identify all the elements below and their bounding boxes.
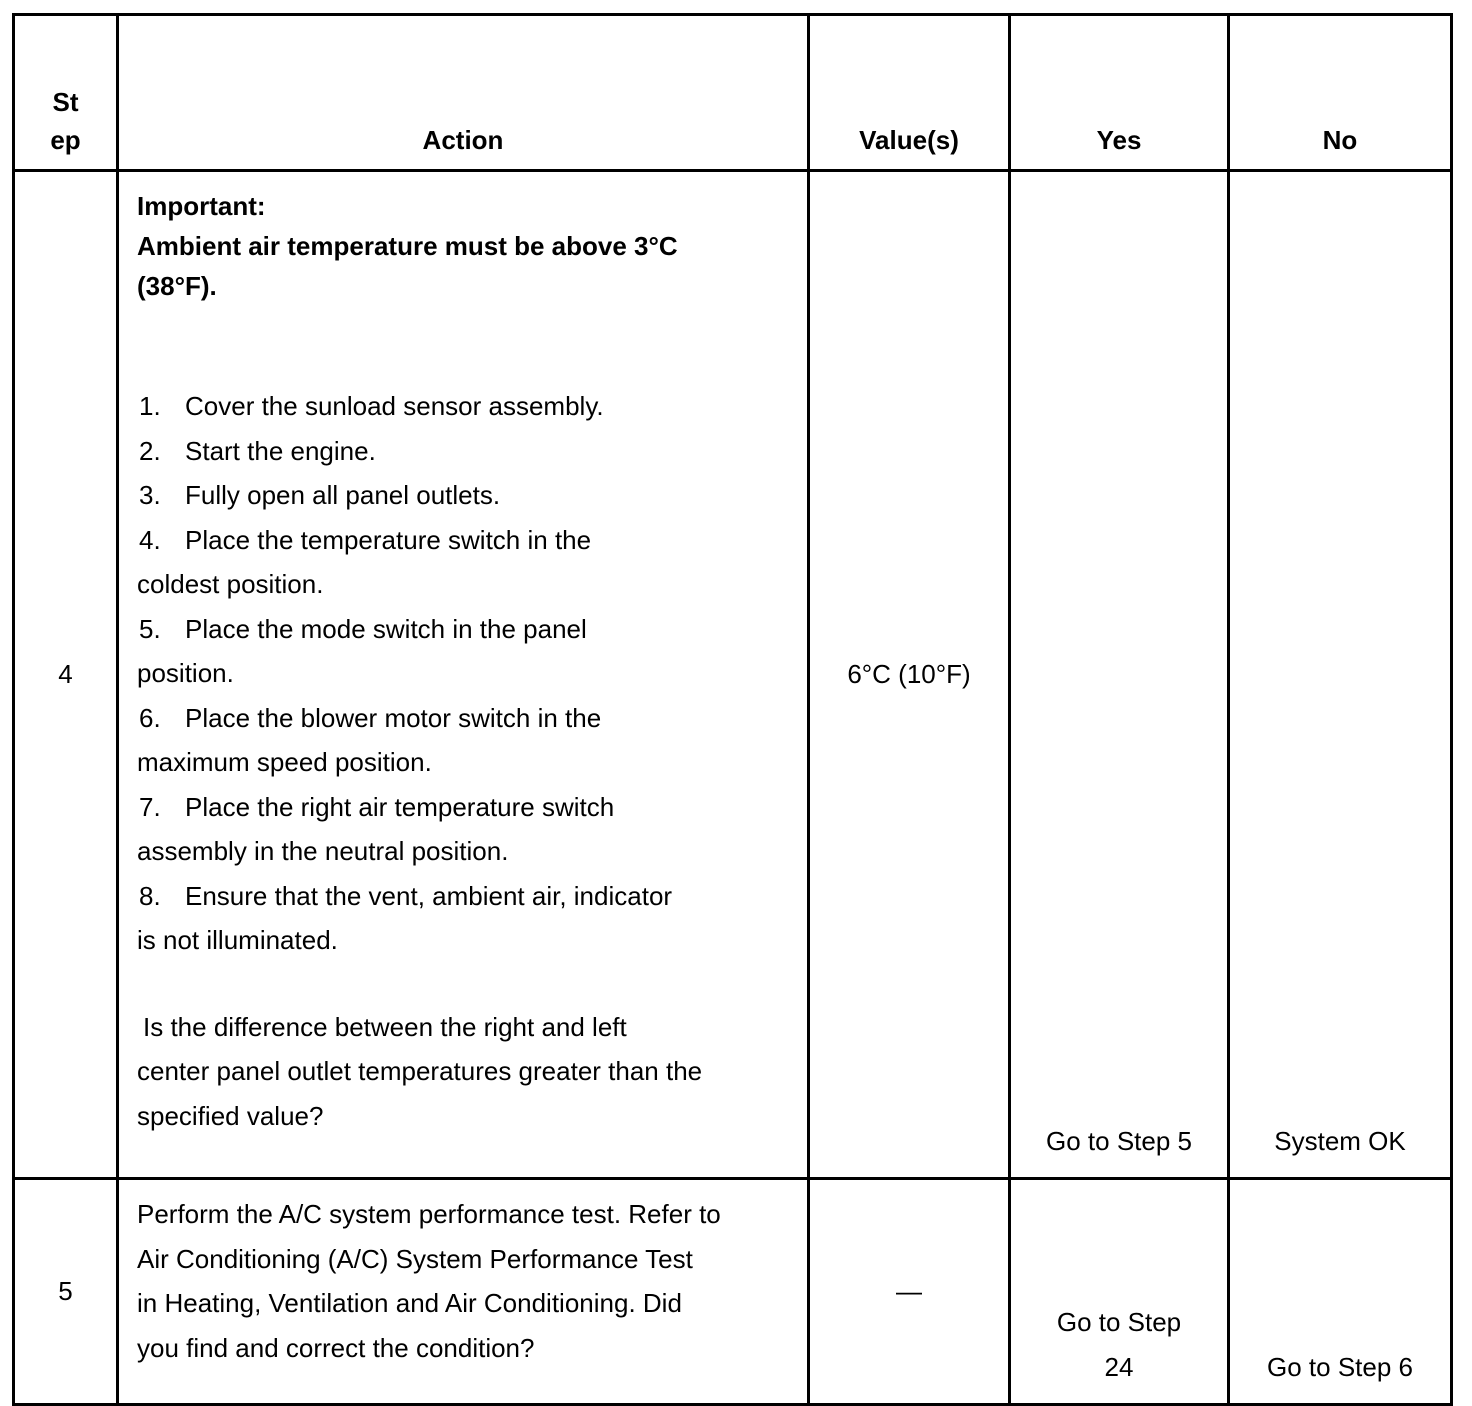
header-row <box>14 15 1452 171</box>
list-item <box>137 429 791 474</box>
yes-line1: Go to Step <box>1056 1307 1182 1337</box>
header-values: Value(s) <box>809 15 1010 171</box>
item-text: Start the engine. <box>185 435 376 466</box>
list-item <box>137 473 791 518</box>
item-number: 1. <box>139 391 161 421</box>
important-text-line2: (38°F). <box>137 271 217 301</box>
important-note <box>137 186 791 306</box>
item-number: 2. <box>139 435 161 466</box>
header-action: Action <box>118 15 809 171</box>
yes-line2: 24 <box>1104 1351 1134 1382</box>
value-cell: — <box>809 1179 1010 1405</box>
list-item <box>137 607 791 652</box>
item-text: Place the temperature switch in the <box>185 524 592 555</box>
item-text: Fully open all panel outlets. <box>185 480 501 510</box>
item-number: 6. <box>139 702 161 733</box>
list-item <box>137 518 791 563</box>
list-item <box>137 785 791 830</box>
header-step <box>14 15 118 171</box>
step-number: 4 <box>14 171 118 1179</box>
table-row <box>14 171 1452 1179</box>
question <box>137 1005 791 1050</box>
yes-cell <box>1010 1179 1229 1405</box>
step-number: 5 <box>14 1179 118 1405</box>
procedure-list <box>137 384 791 963</box>
list-item-continuation: coldest position. <box>137 569 324 599</box>
action-line2: Air Conditioning (A/C) System Performance Test <box>137 1243 693 1274</box>
action-line4: you find and correct the condition? <box>137 1332 535 1363</box>
item-text: Cover the sunload sensor assembly. <box>185 391 604 421</box>
action-cell <box>118 1179 809 1405</box>
item-text: Place the mode switch in the panel <box>185 613 587 644</box>
yes-cell: Go to Step 5 <box>1010 171 1229 1179</box>
no-cell: Go to Step 6 <box>1229 1179 1452 1405</box>
value-cell: 6°C (10°F) <box>809 171 1010 1179</box>
question-line3: specified value? <box>137 1100 324 1131</box>
header-no: No <box>1229 15 1452 171</box>
action-line1: Perform the A/C system performance test. Refer to <box>137 1199 721 1229</box>
diagnostic-table <box>12 13 1453 1406</box>
item-number: 4. <box>139 524 161 555</box>
table-row <box>14 1179 1452 1405</box>
item-text: Place the blower motor switch in the <box>185 702 602 733</box>
list-item-continuation: is not illuminated. <box>137 925 338 955</box>
list-item-continuation: maximum speed position. <box>137 747 432 777</box>
header-step-line2: ep <box>50 125 81 155</box>
action-cell <box>118 171 809 1179</box>
question-line1: Is the difference between the right and left <box>143 1011 627 1042</box>
item-text: Place the right air temperature switch <box>185 791 615 822</box>
list-item <box>137 384 791 429</box>
list-item <box>137 696 791 741</box>
item-number: 3. <box>139 480 161 510</box>
question-line2: center panel outlet temperatures greater than the <box>137 1056 703 1086</box>
list-item-continuation: position. <box>137 658 234 688</box>
list-item <box>137 874 791 919</box>
header-yes: Yes <box>1010 15 1229 171</box>
action-line3: in Heating, Ventilation and Air Conditioning. Did <box>137 1288 682 1318</box>
important-text-line1: Ambient air temperature must be above 3°C <box>137 231 678 261</box>
list-item-continuation: assembly in the neutral position. <box>137 836 509 866</box>
item-text: Ensure that the vent, ambient air, indicator <box>185 880 673 911</box>
item-number: 8. <box>139 880 161 911</box>
item-number: 5. <box>139 613 161 644</box>
important-label: Important: <box>137 191 266 221</box>
header-step-line1: St <box>52 87 79 117</box>
no-cell: System OK <box>1229 171 1452 1179</box>
item-number: 7. <box>139 791 161 822</box>
